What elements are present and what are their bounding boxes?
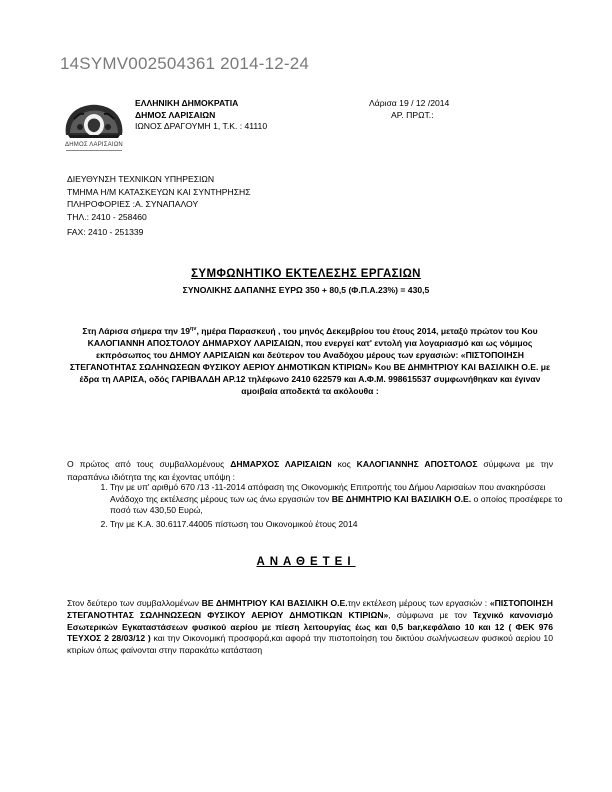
protocol-number: ΑΡ. ΠΡΩΤ.: xyxy=(391,109,434,120)
list-item xyxy=(110,519,576,531)
first-party-title: ΔΗΜΑΡΧΟΣ ΛΑΡΙΣΑΙΩΝ xyxy=(230,459,332,469)
service-department: ΤΜΗΜΑ Η/Μ ΚΑΤΑΣΚΕΥΩΝ ΚΑΙ ΣΥΝΤΗΡΗΣΗΣ xyxy=(67,186,251,197)
list-item-1-amount: ο οποίος προσέφερε το ποσό των 430,50 Ευρώ, xyxy=(110,493,563,516)
list-item-2-text: Την με Κ.Α. 30.6117.44005 πίστωση του Οικονομικού έτους 2014 xyxy=(110,518,358,529)
service-block xyxy=(67,173,251,239)
municipal-seal-logo xyxy=(60,97,128,159)
considerations-list xyxy=(88,482,576,532)
intro-part-1: Στη Λάρισα σήμερα την 19 xyxy=(82,325,191,336)
service-fax: FAX: 2410 - 251339 xyxy=(67,227,144,238)
date-block xyxy=(369,98,449,121)
assignment-text-c: την εκτέλεση μέρους των εργασιών : xyxy=(347,598,490,608)
assignment-paragraph xyxy=(67,598,553,657)
list-item xyxy=(110,482,576,517)
list-item-1-text: Την με υπ' αριθμό 670 /13 -11-2014 απόφαση της Οικονομικής Επιτροπής του Δήμου Λαρισαίων που ανακηρύσσει Ανάδοχο της εκτέλεσης μέρους των ως άνω εργασιών τον xyxy=(110,482,546,504)
logo-caption: ΔΗΜΟΣ ΛΑΡΙΣΑΙΩΝ xyxy=(65,142,123,148)
issuer-block xyxy=(135,98,267,133)
issuer-country: ΕΛΛΗΝΙΚΗ ΔΗΜΟΚΡΑΤΙΑ xyxy=(135,98,239,108)
document-subtitle: ΣΥΝΟΛΙΚΗΣ ΔΑΠΑΝΗΣ ΕΥΡΩ 350 + 80,5 (Φ.Π.Α.23%) = 430,5 xyxy=(182,285,430,295)
ada-stamp: 14SYMV002504361 2014-12-24 xyxy=(60,54,310,73)
intro-superscript: ην xyxy=(190,326,197,332)
issuer-municipality: ΔΗΜΟΣ ΛΑΡΙΣΑΙΩΝ xyxy=(135,109,216,120)
service-contact: ΠΛΗΡΟΦΟΡΙΕΣ :Α. ΣΥΝΑΠΑΛΟΥ xyxy=(67,199,199,210)
assignment-text-e: , σύμφωνα με τον xyxy=(388,609,473,620)
first-party-text-a: Ο πρώτος από τους συμβαλλομένους xyxy=(67,459,231,469)
document-date: Λάρισα 19 / 12 /2014 xyxy=(369,98,450,108)
list-item-1-contractor: ΒΕ ΔΗΜΗΤΡΙΟ ΚΑΙ ΒΑΣΙΛΙΚΗ Ο.Ε. xyxy=(331,493,472,504)
first-party-text-c: κος xyxy=(331,459,357,469)
first-party-name: ΚΑΛΟΓΙΑΝΝΗΣ ΑΠΟΣΤΟΛΟΣ xyxy=(356,459,478,469)
assignment-regulation: Τεχνικό κανονισμό Εσωτερικών Εγκαταστάσεων φυσικού αερίου με πίεση λειτουργίας έως και 0,5 bar,κεφάλαιο 10 και 12 ( ΦΕΚ 976 ΤΕΥΧΟΣ 2 28/03/12 ) xyxy=(67,609,553,644)
service-phone: ΤΗΛ.: 2410 - 258460 xyxy=(67,211,147,222)
intro-paragraph xyxy=(65,323,555,397)
first-party-text-e: σύμφωνα με την παραπάνω ιδιότητα της και έχοντας υπόψη : xyxy=(67,459,553,482)
first-party-paragraph xyxy=(67,458,553,483)
assignment-project: «ΠΙΣΤΟΠΟΙΗΣΗ ΣΤΕΓΑΝΟΤΗΤΑΣ ΣΩΛΗΝΩΣΕΩΝ ΦΥΣΙΚΟΥ ΑΕΡΙΟΥ ΔΗΜΟΤΙΚΩΝ ΚΤΙΡΙΩΝ» xyxy=(67,598,553,620)
assigns-heading: ΑΝΑΘΕΤΕΙ xyxy=(256,556,356,568)
intro-part-2: , ημέρα Παρασκευή , του μηνός Δεκεμβρίου του έτους 2014, μεταξύ πρώτον του Κου ΚΑΛΟΓΙΑΝΝΗ ΑΠΟΣΤΟΛΟΥ ΔΗΜΑΡΧΟΥ ΛΑΡΙΣΑΙΩΝ, που ενεργεί κατ' εντολή για λογαριασμό και ως νόμιμος εκπρόσωπος του ΔΗΜΟΥ ΛΑΡΙΣΑΙΩΝ και δεύτερον του Αναδόχου μέρους των εργασιών: «ΠΙΣΤΟΠΟΙΗΣΗ ΣΤΕΓΑΝΟΤΗΤΑΣ ΣΩΛΗΝΩΣΕΩΝ ΦΥΣΙΚΟΥ ΑΕΡΙΟΥ ΔΗΜΟΤΙΚΩΝ ΚΤΙΡΙΩΝ» Κου ΒΕ ΔΗΜΗΤΡΙΟΥ ΚΑΙ ΒΑΣΙΛΙΚΗ Ο.Ε. με έδρα τη ΛΑΡΙΣΑ, οδός ΓΑΡΙΒΑΛΔΗ ΑΡ.12 τηλέφωνο 2410 622579 και Α.Φ.Μ. 998615537 συμφωνήθηκαν και έγιναν αμοιβαία αποδεκτά τα ακόλουθα : xyxy=(69,325,551,397)
assignment-text-a: Στον δεύτερο των συμβαλλομένων xyxy=(67,598,202,608)
logo-underline xyxy=(66,150,122,151)
assignment-text-g: και την Οικονομική προσφορά,και αφορά την πιστοποίηση του δικτύου σωλήνωσεων φυσικού αερίου 10 κτιρίων όπως φαίνονται στην παρακάτω κατάσταση xyxy=(67,633,553,656)
document-title: ΣΥΜΦΩΝΗΤΙΚΟ ΕΚΤΕΛΕΣΗΣ ΕΡΓΑΣΙΩΝ xyxy=(191,268,421,280)
service-directorate: ΔΙΕΥΘΥΝΣΗ ΤΕΧΝΙΚΩΝ ΥΠΗΡΕΣΙΩΝ xyxy=(67,174,215,184)
assignment-contractor: ΒΕ ΔΗΜΗΤΡΙΟΥ ΚΑΙ ΒΑΣΙΛΙΚΗ Ο.Ε. xyxy=(201,598,348,608)
issuer-address: ΙΩΝΟΣ ΔΡΑΓΟΥΜΗ 1, Τ.Κ. : 41110 xyxy=(135,121,268,131)
